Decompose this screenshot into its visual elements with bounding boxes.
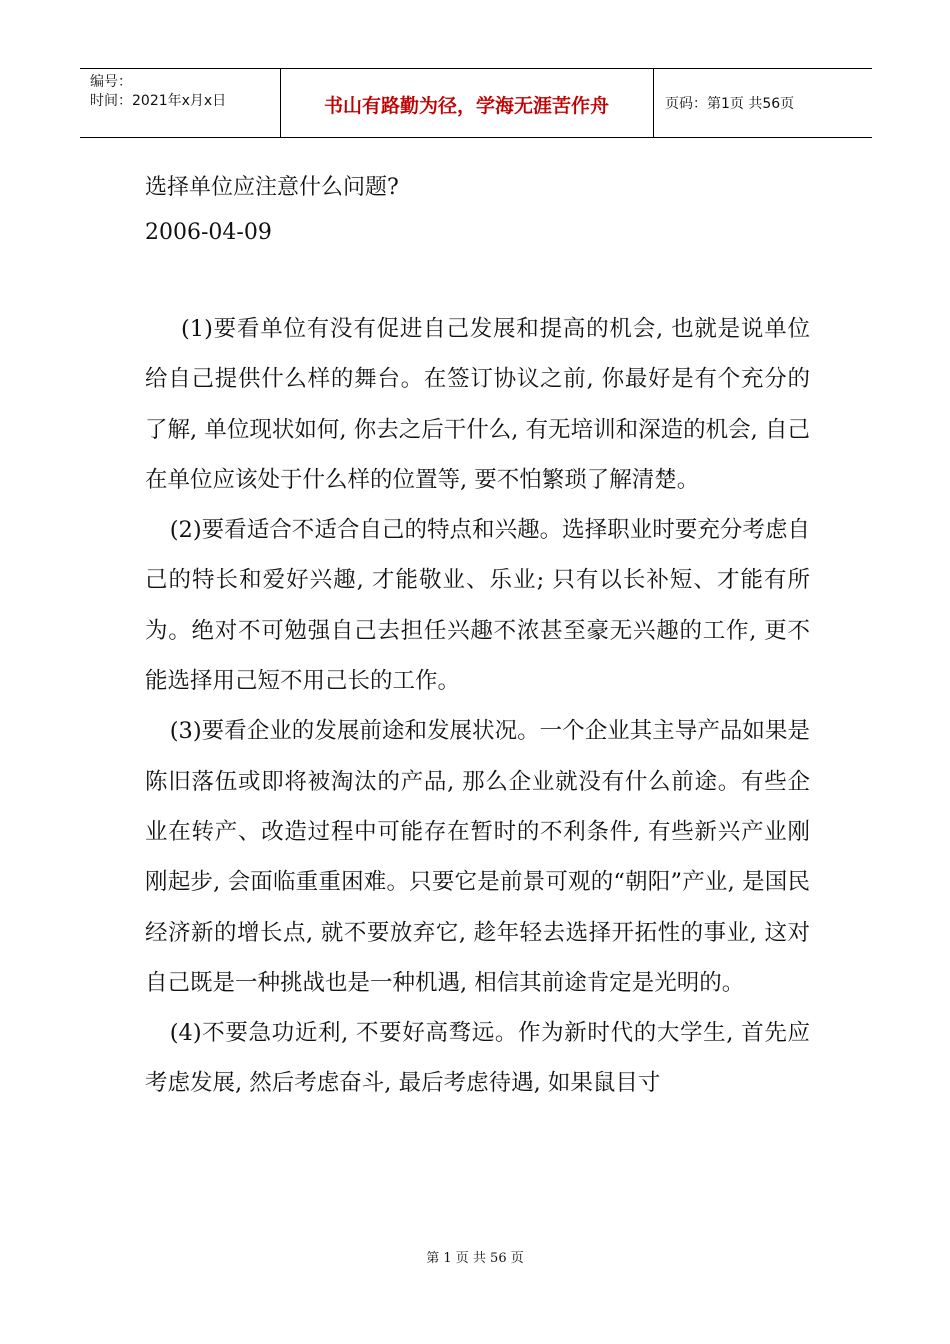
page-footer: 第 1 页 共 56 页: [426, 1251, 524, 1266]
body-paragraph: (3)要看企业的发展前途和发展状况。一个企业其主导产品如果是陈旧落伍或即将被淘汰的产品, 那么企业就没有什么前途。有些企业在转产、改造过程中可能存在暂时的不利条件, 有些新兴产业刚刚起步, 会面临重重困难。只要它是前景可观的“朝阳”产业, 是国民经济新的增长点, 就不要放弃它, 趁年轻去选择开拓性的事业, 这对自己既是一种挑战也是一种机遇, 相信其前途肯定是光明的。: [145, 718, 810, 996]
page-header: [80, 68, 872, 138]
header-motto: 书山有路勤为径，学海无涯苦作舟: [323, 95, 609, 117]
document-title: 选择单位应注意什么问题?: [145, 175, 399, 200]
body-paragraph: (2)要看适合不适合自己的特点和兴趣。选择职业时要充分考虑自己的特长和爱好兴趣, 才能敬业、乐业; 只有以长补短、才能有所为。绝对不可勉强自己去担任兴趣不浓甚至豪无兴趣的工作, 更不能选择用己短不用己长的工作。: [145, 517, 810, 695]
document-number-label: 编号：: [90, 74, 132, 90]
body-paragraph: (4)不要急功近利, 不要好高骛远。作为新时代的大学生, 首先应考虑发展, 然后考虑奋斗, 最后考虑待遇, 如果鼠目寸: [145, 1020, 810, 1097]
header-page-info: 页码：第1页 共56页: [665, 96, 795, 112]
body-paragraph: (1)要看单位有没有促进自己发展和提高的机会, 也就是说单位给自己提供什么样的舞台。在签订协议之前, 你最好是有个充分的了解, 单位现状如何, 你去之后干什么, 有无培训和深造的机会, 自己在单位应该处于什么样的位置等, 要不怕繁琐了解清楚。: [145, 316, 810, 493]
document-date: 2006-04-09: [145, 220, 272, 245]
document-time-label: 时间：2021年x月x日: [90, 93, 227, 109]
document-body: [145, 304, 810, 1109]
header-meta: [90, 73, 280, 111]
header-divider: [653, 69, 654, 137]
